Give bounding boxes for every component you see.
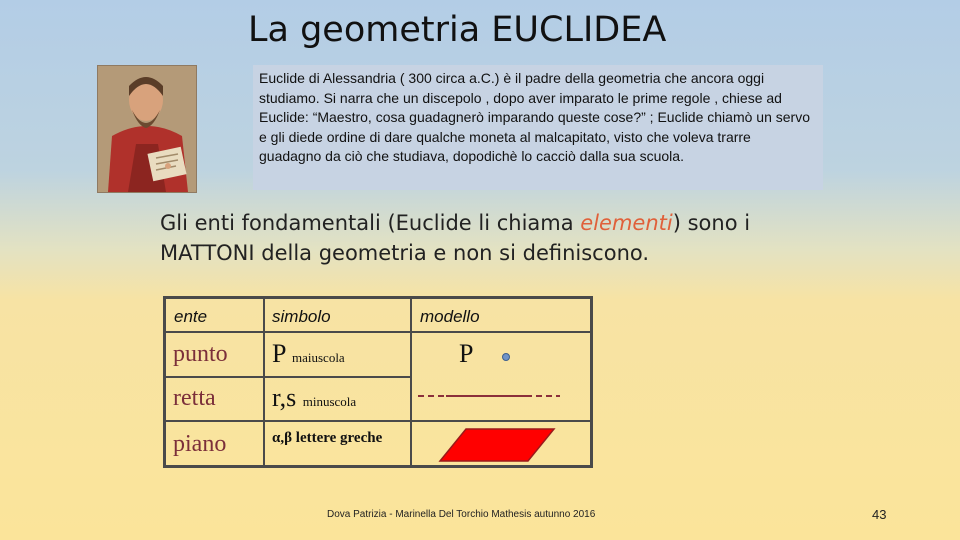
point-model-icon	[500, 351, 512, 363]
page-number: 43	[872, 507, 887, 522]
symbol-retta	[272, 383, 356, 413]
fundamental-entities-table	[163, 296, 593, 468]
table-column-divider	[263, 299, 265, 465]
portrait-illustration	[98, 66, 196, 192]
ente-piano: piano	[173, 431, 227, 457]
slide-title: La geometria EUCLIDEA	[248, 10, 667, 50]
intro-emphasis: elementi	[580, 211, 673, 235]
header-simbolo: simbolo	[272, 307, 331, 326]
table-row-divider	[166, 420, 590, 422]
symbol-piano-main: α,β	[272, 430, 293, 446]
table-header-divider	[166, 331, 590, 333]
symbol-retta-note: minuscola	[302, 394, 357, 409]
model-point-label: P	[459, 339, 474, 368]
ente-retta: retta	[173, 385, 216, 411]
euclid-portrait-image	[97, 65, 197, 193]
table-column-divider	[410, 299, 412, 465]
header-ente: ente	[174, 307, 208, 326]
symbol-piano	[272, 430, 382, 447]
symbol-punto	[272, 339, 345, 369]
header-modello: modello	[420, 307, 480, 326]
intro-text-before: Gli enti fondamentali (Euclide li chiama	[160, 211, 581, 235]
plane-model-icon	[438, 427, 558, 463]
intro-text-after: ) sono i MATTONI della geometria e non si definiscono.	[160, 211, 751, 265]
symbol-punto-main: P	[272, 339, 286, 368]
symbol-retta-main: r,s	[272, 383, 297, 412]
slide-footer: Dova Patrizia - Marinella Del Torchio Mathesis autunno 2016	[327, 509, 596, 520]
ente-punto: punto	[173, 341, 228, 367]
euclid-info-box: Euclide di Alessandria ( 300 circa a.C.) è il padre della geometria che ancora oggi studiamo. Si narra che un discepolo , dopo aver imparato le prime regole , chiese ad Euclide: “Maestro, cosa guadagnerò imparando queste cose?” ; Euclide chiamò un servo e gli diede ordine di dare qualche moneta al malcapitato, visto che voleva trarre guadagno da ciò che studiava, dopodichè lo cacciò dalla sua scuola.	[253, 65, 823, 190]
table-row-divider	[166, 376, 410, 378]
symbol-piano-note: lettere greche	[295, 430, 383, 446]
symbol-punto-note: maiuscola	[292, 350, 345, 365]
line-model-icon	[416, 390, 562, 402]
intro-text	[160, 208, 850, 268]
